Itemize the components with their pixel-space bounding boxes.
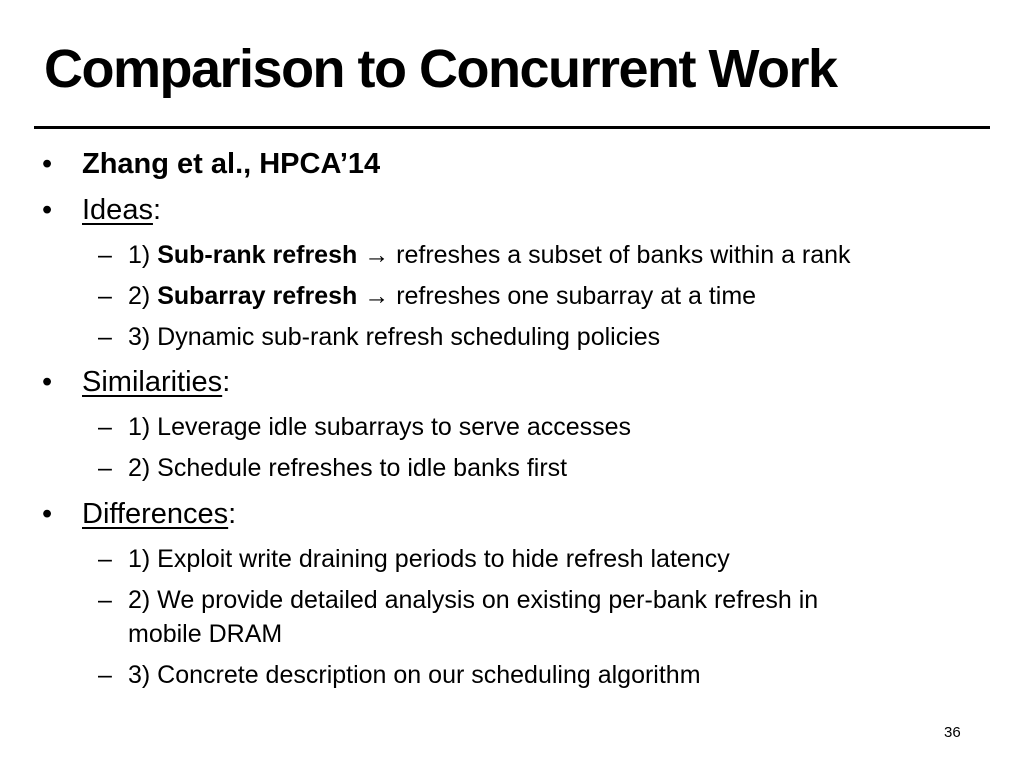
slide-title: Comparison to Concurrent Work (44, 39, 837, 99)
similarities-heading: Similarities (82, 366, 223, 398)
dash: – (98, 413, 112, 441)
dash: – (98, 241, 112, 269)
idea-1-bold: Sub-rank refresh (157, 241, 358, 269)
dash: – (98, 454, 112, 482)
dash: – (98, 282, 112, 310)
difference-item-3-text: 3) Concrete description on our scheduling algorithm (128, 661, 701, 689)
differences-colon: : (228, 498, 237, 530)
idea-item-3-text: 3) Dynamic sub-rank refresh scheduling policies (128, 323, 661, 351)
similarities-colon: : (222, 366, 231, 398)
similarity-item-1-text: 1) Leverage idle subarrays to serve accesses (128, 413, 632, 441)
bullet-dot: • (42, 194, 53, 226)
bullet-ideas-text (82, 192, 161, 228)
idea-2-prefix: 2) (128, 282, 158, 310)
idea-item-2-text (128, 279, 756, 313)
bullet-dot: • (42, 498, 53, 530)
difference-item-2-line-1: 2) We provide detailed analysis on existing per-bank refresh in (128, 586, 819, 614)
idea-item-1-text (128, 238, 851, 272)
idea-2-rest: → refreshes one subarray at a time (357, 282, 757, 310)
idea-1-rest: → refreshes a subset of banks within a rank (357, 241, 851, 269)
dash: – (98, 661, 112, 689)
idea-2-bold: Subarray refresh (157, 282, 358, 310)
ideas-heading: Ideas (82, 194, 153, 226)
bullet-dot: • (42, 366, 53, 398)
dash: – (98, 323, 112, 351)
ideas-colon: : (152, 194, 162, 226)
bullet-differences-text (82, 496, 236, 532)
dash: – (98, 586, 112, 614)
difference-item-1-text: 1) Exploit write draining periods to hide refresh latency (128, 545, 730, 573)
similarity-item-2-text: 2) Schedule refreshes to idle banks first (128, 454, 568, 482)
difference-item-2-line-2: mobile DRAM (128, 620, 283, 648)
bullet-dot: • (42, 148, 53, 180)
dash: – (98, 545, 112, 573)
bullet-similarities-text (82, 364, 230, 400)
title-divider (34, 126, 990, 129)
page-number: 36 (944, 724, 961, 741)
idea-1-prefix: 1) (128, 241, 158, 269)
differences-heading: Differences (82, 498, 229, 530)
bullet-zhang-text: Zhang et al., HPCA’14 (82, 148, 381, 180)
